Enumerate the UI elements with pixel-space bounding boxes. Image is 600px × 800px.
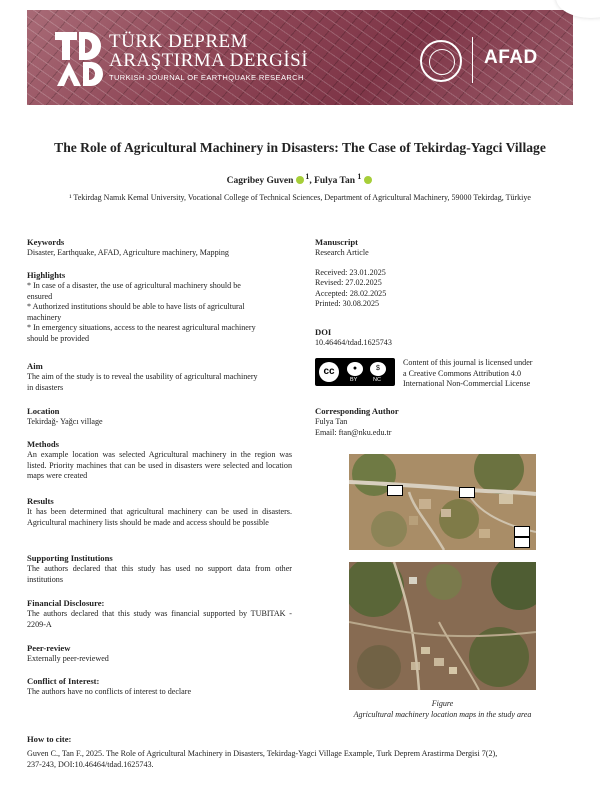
journal-title-line2: ARAŞTIRMA DERGİSİ [109,50,309,71]
financial-text: The authors declared that this study was financial supported by TUBITAK - 2209-A [27,609,292,629]
section-heading: Highlights [27,270,66,280]
citation-line: Guven C., Tan F., 2025. The Role of Agricultural Machinery in Disasters, Tekirdag-Yagci Village Example, Turk Deprem Arastirma Dergisi 7(2), [27,749,498,758]
peer-review-text: Externally peer-reviewed [27,654,109,663]
corresponding-email[interactable]: Email: ftan@nku.edu.tr [315,427,392,437]
methods-section [27,439,292,482]
citation-line: 237-243, DOI:10.46464/tdad.1625743. [27,759,154,769]
journal-logo-icon [55,32,103,86]
aim-line: in disasters [27,382,64,392]
doi-section [315,327,580,349]
highlights-section [27,270,292,344]
location-section [27,406,292,428]
methods-text: An example location was selected Agricultural machinery in the region was listed. Priority machines that can be used in disasters were selected and location maps were created [27,450,292,480]
location-map-2 [349,562,536,690]
orcid-icon[interactable] [296,176,304,184]
author-affil-mark: 1 [305,172,310,181]
machinery-marker[interactable] [514,537,530,548]
article-type: Research Article [315,248,369,257]
conflict-section [27,676,292,698]
author-line: Cagribey Guven $^1$, Fulya Tan $^1$ [0,172,600,186]
cc-license-badge[interactable] [315,358,395,386]
date-received: Received: 23.01.2025 [315,267,386,277]
doi-link[interactable]: 10.46464/tdad.1625743 [315,338,392,347]
date-revised: Revised: 27.02.2025 [315,278,382,287]
date-accepted: Accepted: 28.02.2025 [315,288,387,298]
aim-section [27,361,292,393]
license-text [403,358,593,390]
orcid-icon[interactable] [364,176,372,184]
author-affil-mark: 1 [357,172,362,181]
afad-logo: AFAD [484,47,538,68]
corresponding-author-section [315,406,580,438]
section-heading: Results [27,496,54,506]
highlight-line: should be provided [27,333,90,343]
cc-icon: cc [319,362,339,382]
machinery-marker[interactable] [514,526,530,537]
affiliation: ¹ Tekirdag Namık Kemal University, Vocational College of Technical Sciences, Department of Agricultural Machinery, 59000 Tekirdag, Türkiye [69,193,531,202]
satellite-image-2 [349,562,536,690]
location-text: Tekirdağ- Yağcı village [27,417,103,426]
nc-label: NC [373,377,381,383]
section-heading: DOI [315,327,332,337]
support-section [27,553,292,585]
journal-title-line1: TÜRK DEPREM [109,31,249,52]
section-heading: Location [27,406,60,416]
highlight-line: * Authorized institutions should be able to have lists of agricultural [27,302,245,311]
section-heading: Peer-review [27,643,71,653]
section-heading: Corresponding Author [315,406,399,416]
section-heading: Methods [27,439,59,449]
section-heading: Financial Disclosure: [27,598,105,608]
by-icon: ● [347,362,363,376]
highlight-line: * In emergency situations, access to the nearest agricultural machinery [27,323,256,332]
keywords-text: Disaster, Earthquake, AFAD, Agriculture machinery, Mapping [27,248,229,257]
license-line: Content of this journal is licensed under [403,358,533,367]
keywords-section [27,237,292,259]
ministry-seal-icon [420,40,462,82]
license-line: a Creative Commons Attribution 4.0 [403,368,522,378]
author-name[interactable]: Cagribey Guven [226,176,294,187]
section-heading: Aim [27,361,43,371]
corresponding-name: Fulya Tan [315,417,348,426]
financial-section [27,598,292,630]
section-heading: Keywords [27,237,65,247]
paper-title: The Role of Agricultural Machinery in Disasters: The Case of Tekirdag-Yagci Village [54,140,546,155]
nc-icon: $ [370,362,386,376]
section-heading: Manuscript [315,237,358,247]
highlight-line: * In case of a disaster, the use of agricultural machinery should be [27,281,241,290]
machinery-marker[interactable] [459,487,475,498]
results-section [27,496,292,528]
machinery-marker[interactable] [387,485,403,496]
date-printed: Printed: 30.08.2025 [315,299,380,308]
banner-divider [472,37,473,83]
manuscript-section [315,237,580,310]
license-section [315,358,580,392]
highlight-line: ensured [27,291,53,301]
license-line: International Non-Commercial License [403,379,531,388]
figure-caption: Agricultural machinery location maps in the study area [353,710,532,719]
journal-subtitle: TURKISH JOURNAL OF EARTHQUAKE RESEARCH [109,73,304,82]
aim-line: The aim of the study is to reveal the usability of agricultural machinery [27,372,258,381]
satellite-image-1 [349,454,536,550]
results-text: It has been determined that agricultural machinery can be used in disasters. Agricultural machinery lists should be made and access should be possible [27,507,292,527]
support-text: The authors declared that this study has used no support data from other institutions [27,564,292,584]
figure-label: Figure [431,699,454,708]
journal-banner [27,10,573,105]
section-heading: Supporting Institutions [27,553,113,563]
by-label: BY [350,377,358,383]
highlight-line: machinery [27,312,62,322]
section-heading: Conflict of Interest: [27,676,100,686]
section-heading: How to cite: [27,734,72,744]
location-map-1 [349,454,536,550]
how-to-cite-section [27,734,577,770]
author-name[interactable]: Fulya Tan [314,176,356,187]
journal-title [109,32,308,70]
conflict-text: The authors have no conflicts of interest to declare [27,687,192,696]
peer-review-section [27,643,292,665]
